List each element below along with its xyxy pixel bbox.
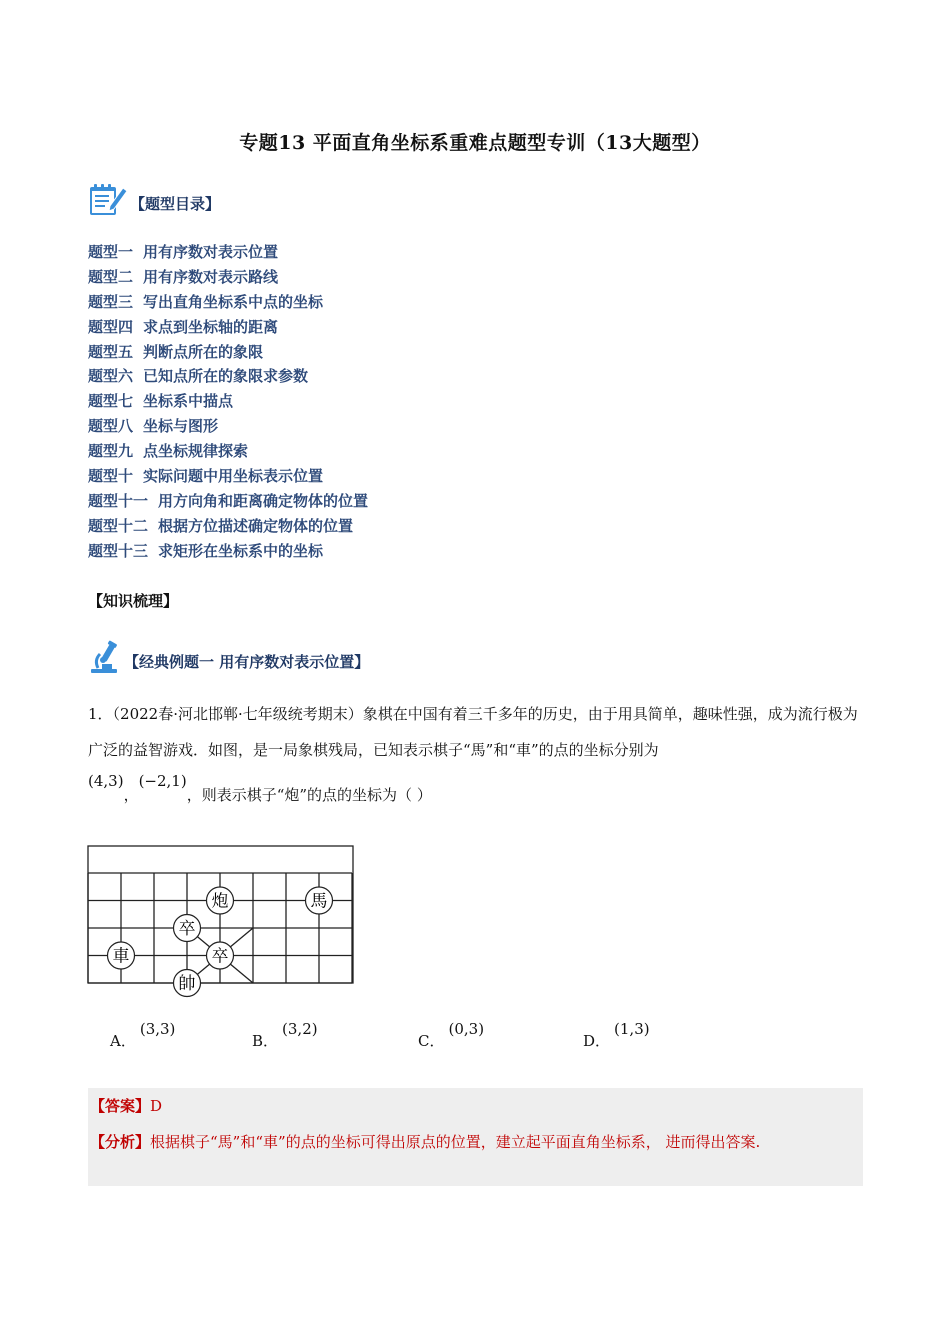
- chess-piece-label: 卒: [178, 919, 196, 939]
- answer-line: [88, 1088, 863, 1124]
- toc-heading: 【题型目录】: [130, 194, 221, 213]
- option-letter: D．: [583, 1032, 611, 1050]
- option-c[interactable]: [418, 1020, 485, 1051]
- toc-item-number: 题型六: [88, 367, 134, 386]
- toc-item-number: 题型三: [88, 292, 134, 311]
- coord-separator: ，: [123, 786, 139, 804]
- chess-piece: [306, 887, 333, 914]
- question-text: 1．（2022春·河北邯郸·七年级统考期末）象棋在中国有着三千多年的历史，由于用具简单，趣味性强，成为流行极为广泛的益智游戏．如图，是一局象棋残局，已知表示棋子“馬”和“車”的点的坐标分别为: [88, 705, 858, 759]
- toc-item-text: 点坐标规律探索: [143, 442, 249, 461]
- chess-piece: [207, 887, 234, 914]
- toc-item-number: 题型二: [88, 267, 134, 286]
- chess-piece: [174, 970, 201, 997]
- toc-item-text: 判断点所在的象限: [143, 342, 264, 361]
- toc-item-text: 用方向角和距离确定物体的位置: [158, 491, 369, 510]
- toc-item-text: 实际问题中用坐标表示位置: [143, 467, 324, 486]
- toc-item[interactable]: [88, 364, 368, 389]
- analysis-tag: 【分析】: [90, 1133, 151, 1151]
- chess-piece-label: 卒: [211, 946, 229, 967]
- toc-item-text: 坐标与图形: [143, 417, 219, 436]
- toc-item[interactable]: [88, 489, 368, 514]
- example-heading: 【经典例题一 用有序数对表示位置】: [124, 652, 370, 671]
- coord-chariot: (−2,1): [138, 772, 187, 790]
- option-value: (3,2): [282, 1020, 318, 1038]
- chess-piece-label: 車: [112, 946, 130, 967]
- toc-item-text: 坐标系中描点: [143, 392, 234, 411]
- toc-item[interactable]: [88, 340, 368, 365]
- chess-piece-label: 炮: [211, 891, 229, 912]
- toc-item-number: 题型十三: [88, 541, 149, 560]
- chess-board: [87, 845, 357, 1000]
- option-letter: C．: [418, 1032, 445, 1050]
- option-value: (0,3): [448, 1020, 485, 1038]
- toc-item[interactable]: [88, 439, 368, 464]
- toc-item-text: 用有序数对表示路线: [143, 267, 279, 286]
- knowledge-heading: 【知识梳理】: [88, 592, 179, 610]
- example-header: [88, 640, 369, 676]
- notepad-pencil-icon: [88, 182, 128, 218]
- chess-piece-label: 帥: [178, 974, 196, 994]
- toc-item-number: 题型十: [88, 467, 134, 486]
- toc-item-text: 写出直角坐标系中点的坐标: [143, 292, 324, 311]
- toc-item-text: 根据方位描述确定物体的位置: [158, 516, 354, 535]
- toc-item-number: 题型八: [88, 417, 134, 436]
- toc-item[interactable]: [88, 539, 368, 564]
- toc-item-text: 求点到坐标轴的距离: [143, 317, 279, 336]
- toc-header: [88, 182, 220, 218]
- option-letter: B．: [252, 1032, 279, 1050]
- chess-piece: [207, 942, 234, 969]
- toc-item[interactable]: [88, 240, 368, 265]
- chess-piece: [108, 942, 135, 969]
- analysis-line: [88, 1124, 863, 1160]
- toc-item-text: 用有序数对表示位置: [143, 243, 279, 261]
- analysis-text: 根据棋子“馬”和“車”的点的坐标可得出原点的位置，建立起平面直角坐标系， 进而得出答案.: [150, 1133, 761, 1151]
- page-title: 专题13 平面直角坐标系重难点题型专训（13大题型）: [239, 132, 711, 154]
- coord-horse: (4,3): [88, 772, 124, 790]
- answer-box: [88, 1088, 863, 1186]
- toc-item-number: 题型五: [88, 342, 134, 361]
- option-value: (1,3): [614, 1020, 650, 1038]
- toc-item-text: 已知点所在的象限求参数: [143, 367, 309, 386]
- toc-item-number: 题型四: [88, 317, 134, 336]
- toc-item[interactable]: [88, 464, 368, 489]
- option-value: (3,3): [139, 1020, 176, 1038]
- microscope-icon: [88, 640, 124, 676]
- toc-item[interactable]: [88, 265, 368, 290]
- toc-item[interactable]: [88, 514, 368, 539]
- toc-item-number: 题型七: [88, 392, 134, 411]
- question-coords: [88, 772, 432, 824]
- option-d[interactable]: [583, 1020, 650, 1051]
- answer-value: D: [150, 1097, 163, 1115]
- option-letter: A．: [110, 1032, 136, 1050]
- question-tail: ，则表示棋子“炮”的点的坐标为（ ）: [186, 786, 432, 804]
- toc-item-text: 求矩形在坐标系中的坐标: [158, 541, 324, 560]
- toc-item[interactable]: [88, 315, 368, 340]
- chess-piece-label: 馬: [310, 891, 328, 912]
- option-b[interactable]: [252, 1020, 318, 1051]
- answer-tag: 【答案】: [90, 1097, 151, 1115]
- toc-item[interactable]: [88, 414, 368, 439]
- toc-item-number: 题型十一: [88, 491, 149, 510]
- toc-item-number: 题型十二: [88, 516, 149, 535]
- toc-item-number: 题型九: [88, 442, 134, 461]
- toc-list: [88, 240, 368, 564]
- toc-item-number: 题型一: [88, 243, 134, 261]
- chess-piece: [174, 915, 201, 942]
- toc-item[interactable]: [88, 389, 368, 414]
- toc-item[interactable]: [88, 290, 368, 315]
- option-a[interactable]: [110, 1020, 176, 1051]
